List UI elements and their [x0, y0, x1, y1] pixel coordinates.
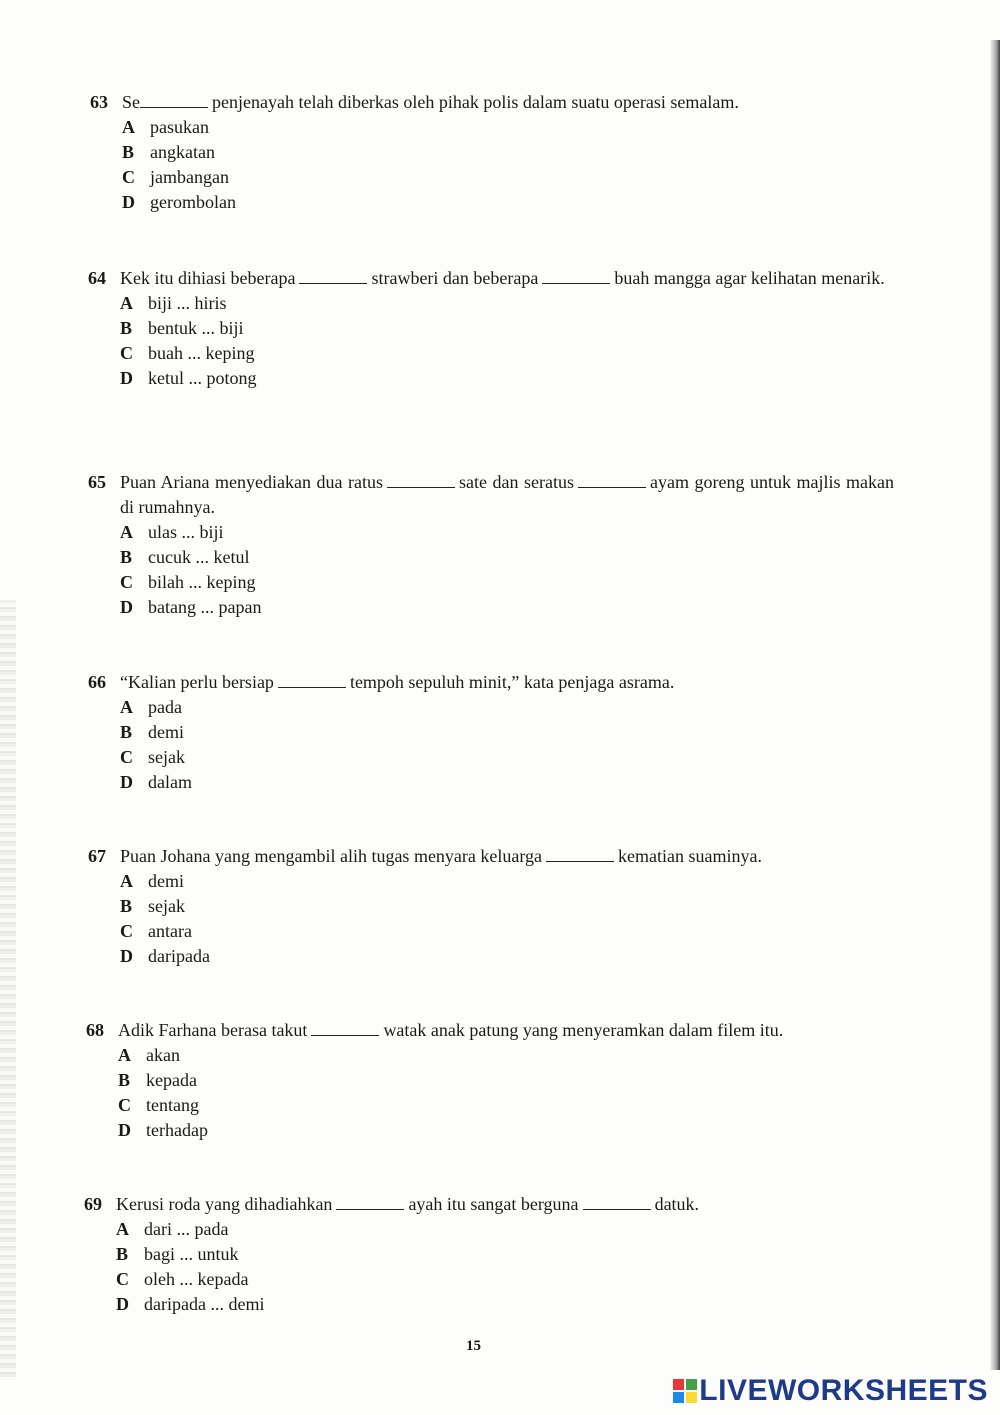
options-list	[122, 115, 820, 215]
option-a[interactable]: A demi	[120, 871, 184, 891]
question-number: 63	[90, 92, 108, 112]
answer-blank[interactable]	[299, 269, 367, 284]
answer-blank[interactable]	[578, 473, 646, 488]
option-b[interactable]: B demi	[120, 722, 184, 742]
question-stem: Adik Farhana berasa takut watak anak patung yang menyeramkan dalam filem itu.	[118, 1020, 784, 1040]
option-b[interactable]: B sejak	[120, 896, 185, 916]
question-number: 68	[86, 1020, 104, 1040]
question-number: 64	[88, 268, 106, 288]
question-stem: Se penjenayah telah diberkas oleh pihak polis dalam suatu operasi semalam.	[122, 92, 739, 112]
option-d[interactable]: D gerombolan	[122, 192, 236, 212]
option-a[interactable]: A akan	[118, 1045, 180, 1065]
logo-square-red	[673, 1379, 684, 1390]
option-c[interactable]: C tentang	[118, 1095, 199, 1115]
option-b[interactable]: B angkatan	[122, 142, 215, 162]
question-68	[86, 1018, 876, 1143]
option-d[interactable]: D daripada	[120, 946, 210, 966]
option-c[interactable]: C oleh ... kepada	[116, 1269, 249, 1289]
option-d[interactable]: D terhadap	[118, 1120, 208, 1140]
question-64	[88, 266, 896, 391]
answer-blank[interactable]	[542, 269, 610, 284]
scan-edge-right	[990, 40, 1000, 1370]
question-66	[88, 670, 808, 795]
options-list	[120, 291, 896, 391]
answer-blank[interactable]	[278, 673, 346, 688]
option-a[interactable]: A dari ... pada	[116, 1219, 229, 1239]
option-a[interactable]: A pasukan	[122, 117, 209, 137]
liveworksheets-wordmark: LIVEWORKSHEETS	[699, 1374, 988, 1407]
option-a[interactable]: A ulas ... biji	[120, 522, 224, 542]
option-d[interactable]: D dalam	[120, 772, 192, 792]
answer-blank[interactable]	[387, 473, 455, 488]
option-b[interactable]: B kepada	[118, 1070, 197, 1090]
answer-blank[interactable]	[546, 847, 614, 862]
logo-square-blue	[673, 1392, 684, 1403]
scan-edge-left	[0, 600, 16, 1380]
options-list	[120, 869, 848, 969]
answer-blank[interactable]	[311, 1021, 379, 1036]
option-d[interactable]: D ketul ... potong	[120, 368, 257, 388]
question-number: 65	[88, 472, 106, 492]
answer-blank[interactable]	[140, 93, 208, 108]
question-69	[84, 1192, 784, 1317]
answer-blank[interactable]	[583, 1195, 651, 1210]
question-67	[88, 844, 848, 969]
question-number: 69	[84, 1194, 102, 1214]
question-stem: Puan Johana yang mengambil alih tugas menyara keluarga kematian suaminya.	[120, 846, 763, 866]
option-d[interactable]: D daripada ... demi	[116, 1294, 265, 1314]
options-list	[116, 1217, 784, 1317]
option-a[interactable]: A biji ... hiris	[120, 293, 227, 313]
option-b[interactable]: B cucuk ... ketul	[120, 547, 250, 567]
question-number: 67	[88, 846, 106, 866]
option-d[interactable]: D batang ... papan	[120, 597, 262, 617]
option-b[interactable]: B bentuk ... biji	[120, 318, 244, 338]
options-list	[118, 1043, 876, 1143]
options-list	[120, 695, 808, 795]
page-number: 15	[466, 1338, 481, 1354]
question-63	[90, 90, 820, 215]
question-stem: Kek itu dihiasi beberapa strawberi dan beberapa buah mangga agar kelihatan menarik.	[120, 268, 885, 288]
answer-blank[interactable]	[336, 1195, 404, 1210]
question-stem: “Kalian perlu bersiap tempoh sepuluh minit,” kata penjaga asrama.	[120, 672, 675, 692]
question-stem: Puan Ariana menyediakan dua ratus sate dan seratus ayam goreng untuk majlis makan di rumahnya.	[120, 472, 894, 517]
question-number: 66	[88, 672, 106, 692]
option-a[interactable]: A pada	[120, 697, 182, 717]
question-stem: Kerusi roda yang dihadiahkan ayah itu sangat berguna datuk.	[116, 1194, 700, 1214]
options-list	[120, 520, 894, 620]
question-65	[88, 470, 894, 620]
option-b[interactable]: B bagi ... untuk	[116, 1244, 239, 1264]
option-c[interactable]: C jambangan	[122, 167, 229, 187]
liveworksheets-logo-icon	[673, 1379, 697, 1403]
option-c[interactable]: C sejak	[120, 747, 185, 767]
option-c[interactable]: C antara	[120, 921, 192, 941]
liveworksheets-logo	[673, 1374, 988, 1408]
logo-square-green	[686, 1379, 697, 1390]
option-c[interactable]: C bilah ... keping	[120, 572, 256, 592]
logo-square-yellow	[686, 1392, 697, 1403]
option-c[interactable]: C buah ... keping	[120, 343, 255, 363]
